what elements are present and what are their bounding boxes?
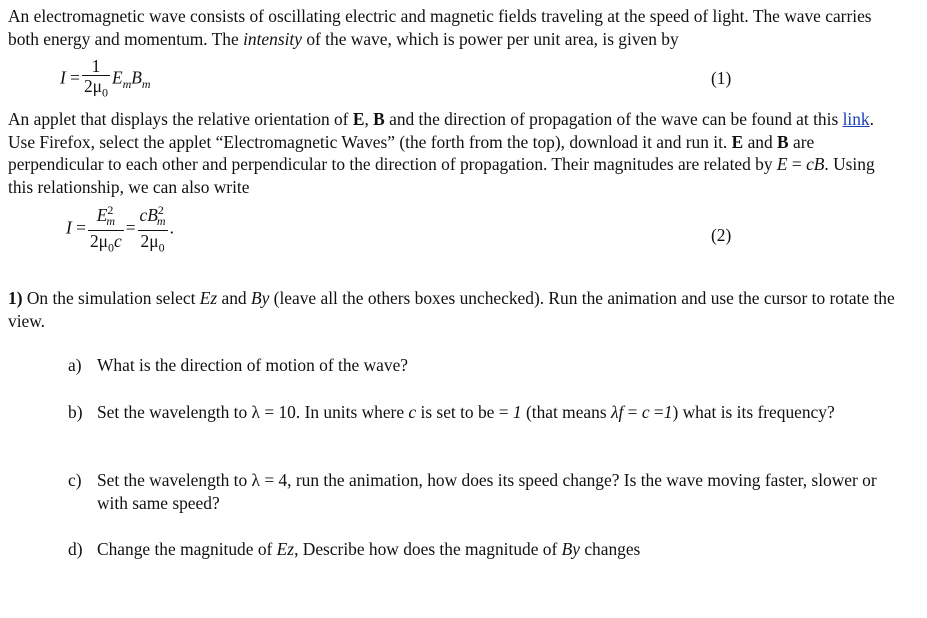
vector-B: B [373,109,385,129]
qd-By: By [561,539,580,559]
qb-text-1: Set the wavelength to λ = 10. In units where [97,402,409,422]
question-d-text [97,538,877,561]
eq1-equals: = [70,67,80,88]
vector-E: E [352,109,365,129]
eq2-equals-2: = [125,217,136,238]
qb-text-4: = [623,402,642,422]
question-c-text: Set the wavelength to λ = 4, run the animation, how does its speed change? Is the wave moving faster, slower or with same speed? [97,470,877,513]
eq2-f1-num-sup: 2 [107,203,114,217]
intensity-term: intensity [243,28,302,49]
eq2-f2-den-text: 2μ [140,231,159,252]
intro-text-b: of the wave, which is power per unit area, is given by [302,28,679,49]
question-a-letter: a) [68,355,82,375]
eq2-f2-den-sub: 0 [158,240,165,255]
q1-text-1: On the simulation select [22,288,200,308]
q1-text-2: and [217,288,251,308]
question-1 [8,287,903,332]
qb-text-5: = [649,402,664,422]
qd-Ez: Ez [276,539,295,559]
question-b-letter: b) [68,402,83,422]
qb-one-2: 1 [663,402,673,422]
qb-lambda-f: λf [610,402,624,422]
qb-text-6: ) what is its frequency? [672,402,835,422]
eq2-f1-num-sub: m [106,214,115,229]
eq1-E-sub: m [122,77,132,92]
eq2-f1-num-E: E [96,204,108,225]
q1-Ez: Ez [199,288,218,308]
equation-2-number: (2) [711,225,732,245]
equation-1-number: (1) [711,68,732,88]
qb-c: c [408,402,417,422]
applet-text-6: are perpendicular to each other and perpendicular to the direction of propagation. Their magnitudes are related by [8,131,815,174]
eq1-B: B [131,67,142,88]
relation-cB: cB [806,154,825,174]
applet-text-7: . Using this relationship, we can also write [8,154,875,197]
eq2-f1-den-sub: 0 [108,240,114,255]
eq1-fraction [82,57,110,102]
eq2-f1-den-text: 2μ [89,231,108,252]
applet-text-5: and [743,131,778,152]
eq2-f2-num-sub: m [156,214,166,229]
qb-text-2: is set to be = [416,402,513,422]
eq1-lhs: I [60,67,66,88]
eq1-den-text: 2μ [83,76,102,96]
eq1-E: E [112,67,123,88]
q1-By: By [250,288,270,308]
eq2-f1-denominator [88,230,124,257]
applet-link[interactable]: link [842,109,870,129]
applet-text-3: and the direction of propagation of the wave can be found at this [384,109,843,129]
applet-text-2: , [364,109,374,129]
qb-c-2: c [641,402,650,422]
applet-text-4: . Use Firefox, select the applet “Electromagnetic Waves” (the forth from the top), download it and run it. [8,109,874,152]
question-a-text: What is the direction of motion of the wave? [97,355,409,375]
vector-B-2: B [777,131,789,152]
applet-text-1: An applet that displays the relative orientation of [8,109,353,129]
applet-paragraph [8,108,903,198]
eq2-f1-numerator [88,201,124,230]
relation-equals: = [787,154,807,174]
equation-1 [60,57,151,102]
qd-text-3: changes [579,539,641,559]
eq2-f2-denominator [138,230,168,257]
eq1-denominator [82,75,110,102]
question-1-label: 1) [8,288,23,308]
question-c-letter: c) [68,470,82,490]
qd-text-2: , Describe how does the magnitude of [294,539,562,559]
vector-E-2: E [731,131,744,152]
eq2-period: . [169,217,174,238]
intro-paragraph [8,5,898,50]
qb-one: 1 [512,402,522,422]
eq2-equals: = [76,217,86,238]
relation-E: E [776,154,788,174]
eq2-f1-den-c: c [114,231,122,252]
eq1-den-sub: 0 [102,85,108,100]
question-d-letter: d) [68,539,83,559]
qb-text-3: (that means [521,402,611,422]
equation-2 [66,201,174,258]
q1-text-3: (leave all the others boxes unchecked). Run the animation and use the cursor to rotate the view. [8,288,895,331]
eq2-lhs: I [66,217,72,238]
question-b-text [97,401,877,424]
eq2-f2-num-sup: 2 [157,203,164,217]
eq1-numerator: 1 [91,56,101,76]
eq2-f2-num-cB: cB [139,204,158,225]
eq2-fraction-2 [138,201,168,258]
eq1-B-sub: m [141,77,151,92]
intro-text-a: An electromagnetic wave consists of oscillating electric and magnetic fields traveling at the speed of light. The wave carries both energy and momentum. The [8,6,872,49]
qd-text-1: Change the magnitude of [97,539,277,559]
eq2-f2-numerator [138,201,168,230]
eq2-fraction-1 [88,201,124,258]
